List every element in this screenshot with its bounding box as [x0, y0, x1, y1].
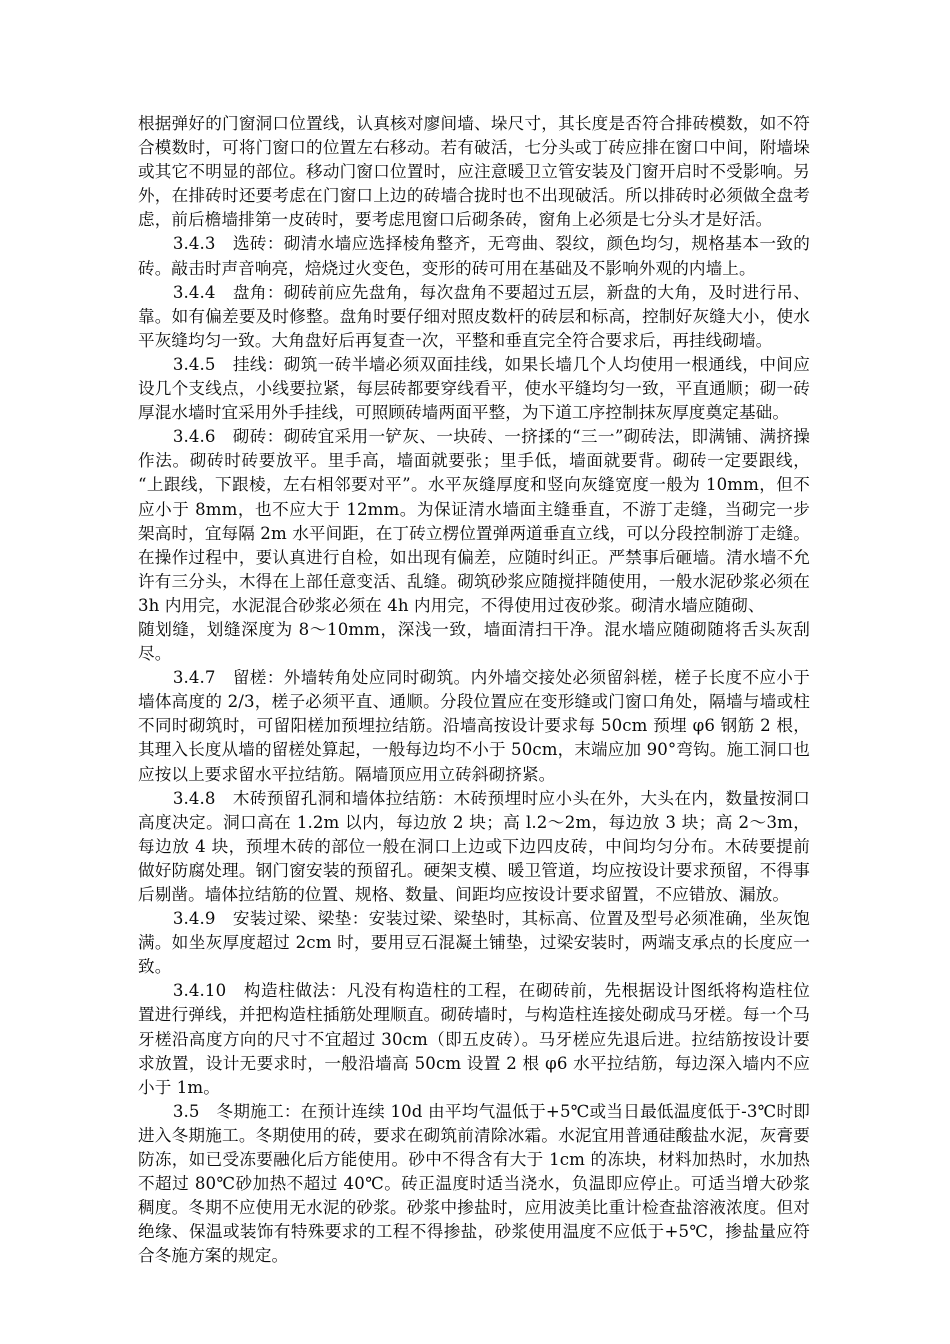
document-text-column — [138, 112, 810, 1269]
paragraph-intro: 根据弹好的门窗洞口位置线，认真核对廖间墙、垛尺寸，其长度是否符合排砖模数，如不符合模数时，可将门窗口的位置左右移动。若有破活，七分头或丁砖应排在窗口中间，附墙垛或其它不明显的部位。移动门窗口位置时，应注意暖卫立管安装及门窗开启时不受影响。另外，在排砖时还要考虑在门窗口上边的砖墙合拢时也不出现破活。所以排砖时必须做全盘考虑，前后檐墙排第一皮砖时，要考虑甩窗口后砌条砖，窗角上必须是七分头才是好活。 — [138, 114, 810, 230]
paragraph-section-3-4-8: 3.4.8 木砖预留孔洞和墙体拉结筋：木砖预埋时应小头在外，大头在内，数量按洞口高度决定。洞口高在 1.2m 以内，每边放 2 块；高 l.2～2m，每边放 3 块；高 2～3m，每边放 4 块，预埋木砖的部位一般在洞口上边或下边四皮砖，中间均匀分布。木砖要提前做好防腐处理。钢门窗安装的预留孔。硬架支模、暖卫管道，均应按设计要求预留，不得事后剔凿。墙体拉结筋的位置、规格、数量、间距均应按设计要求留置，不应错放、漏放。 — [138, 788, 810, 904]
paragraph-section-3-4-9: 3.4.9 安装过梁、梁垫：安装过梁、梁垫时，其标高、位置及型号必须准确，坐灰饱满。如坐灰厚度超过 2cm 时，要用豆石混凝土铺垫，过梁安装时，两端支承点的长度应一致。 — [138, 909, 810, 977]
paragraph-section-3-4-7: 3.4.7 留槎：外墙转角处应同时砌筑。内外墙交接处必须留斜槎，槎子长度不应小于墙体高度的 2/3，槎子必须平直、通顺。分段位置应在变形缝或门窗口角处，隔墙与墙或柱不同时砌筑时，可留阳槎加预埋拉结筋。沿墙高按设计要求每 50cm 预埋 φ6 钢筋 2 根，其理入长度从墙的留槎处算起，一般每边均不小于 50cm，末端应加 90°弯钩。施工洞口也应按以上要求留水平拉结筋。隔墙顶应用立砖斜砌挤紧。 — [138, 668, 810, 784]
paragraph-section-3-4-4: 3.4.4 盘角：砌砖前应先盘角，每次盘角不要超过五层，新盘的大角，及时进行吊、靠。如有偏差要及时修整。盘角时要仔细对照皮数杆的砖层和标高，控制好灰缝大小，使水平灰缝均匀一致。大角盘好后再复查一次，平整和垂直完全符合要求后，再挂线砌墙。 — [138, 282, 810, 350]
paragraph-section-3-4-6-continued: 随划缝，划缝深度为 8～10mm，深浅一致，墙面清扫干净。混水墙应随砌随将舌头灰刮尽。 — [138, 619, 810, 664]
paragraph-section-3-4-6: 3.4.6 砌砖：砌砖宜采用一铲灰、一块砖、一挤揉的“三一”砌砖法，即满铺、满挤操作法。砌砖时砖要放平。里手高，墙面就要张；里手低，墙面就要背。砌砖一定要跟线，“上跟线，下跟棱，左右相邻要对平”。水平灰缝厚度和竖向灰缝宽度一般为 10mm，但不应小于 8mm，也不应大于 12mm。为保证清水墙面主缝垂直，不游丁走缝，当砌完一步架高时，宜每隔 2m 水平间距，在丁砖立楞位置弹两道垂直立线，可以分段控制游丁走缝。在操作过程中，要认真进行自检，如出现有偏差，应随时纠正。严禁事后砸墙。清水墙不允许有三分头，木得在上部任意变活、乱缝。砌筑砂浆应随搅拌随使用，一般水泥砂浆必须在 3h 内用完，水泥混合砂浆必须在 4h 内用完，不得使用过夜砂浆。砌清水墙应随砌、 — [138, 427, 810, 615]
paragraph-section-3-4-10: 3.4.10 构造柱做法：凡没有构造柱的工程，在砌砖前，先根据设计图纸将构造柱位置进行弹线，并把构造柱插筋处理顺直。砌砖墙时，与构造柱连接处砌成马牙槎。每一个马牙槎沿高度方向的尺寸不宜超过 30cm（即五皮砖）。马牙槎应先退后进。拉结筋按设计要求放置，设计无要求时，一般沿墙高 50cm 设置 2 根 φ6 水平拉结筋，每边深入墙内不应小于 1m。 — [138, 981, 810, 1097]
paragraph-section-3-4-5: 3.4.5 挂线：砌筑一砖半墙必须双面挂线，如果长墙几个人均使用一根通线，中间应设几个支线点，小线要拉紧，每层砖都要穿线看平，使水平缝均匀一致，平直通顺；砌一砖厚混水墙时宜采用外手挂线，可照顾砖墙两面平整，为下道工序控制抹灰厚度奠定基础。 — [138, 354, 810, 423]
paragraph-section-3-4-3: 3.4.3 选砖：砌清水墙应选择棱角整齐，无弯曲、裂纹，颜色均匀，规格基本一致的砖。敲击时声音响亮，焙烧过火变色，变形的砖可用在基础及不影响外观的内墙上。 — [138, 234, 810, 278]
paragraph-section-3-5: 3.5 冬期施工：在预计连续 10d 由平均气温低于+5℃或当日最低温度低于-3℃时即进入冬期施工。冬期使用的砖，要求在砌筑前清除冰霜。水泥宜用普通硅酸盐水泥，灰膏要防冻，如已受冻要融化后方能使用。砂中不得含有大于 1cm 的冻块，材料加热时，水加热不超过 80℃砂加热不超过 40℃。砖正温度时适当浇水，负温即应停止。可适当增大砂浆稠度。冬期不应使用无水泥的砂浆。砂浆中掺盐时，应用波美比重计检查盐溶液浓度。但对绝缘、保温或装饰有特殊要求的工程不得掺盐，砂浆使用温度不应低于+5℃，掺盐量应符合冬施方案的规定。 — [138, 1101, 810, 1266]
